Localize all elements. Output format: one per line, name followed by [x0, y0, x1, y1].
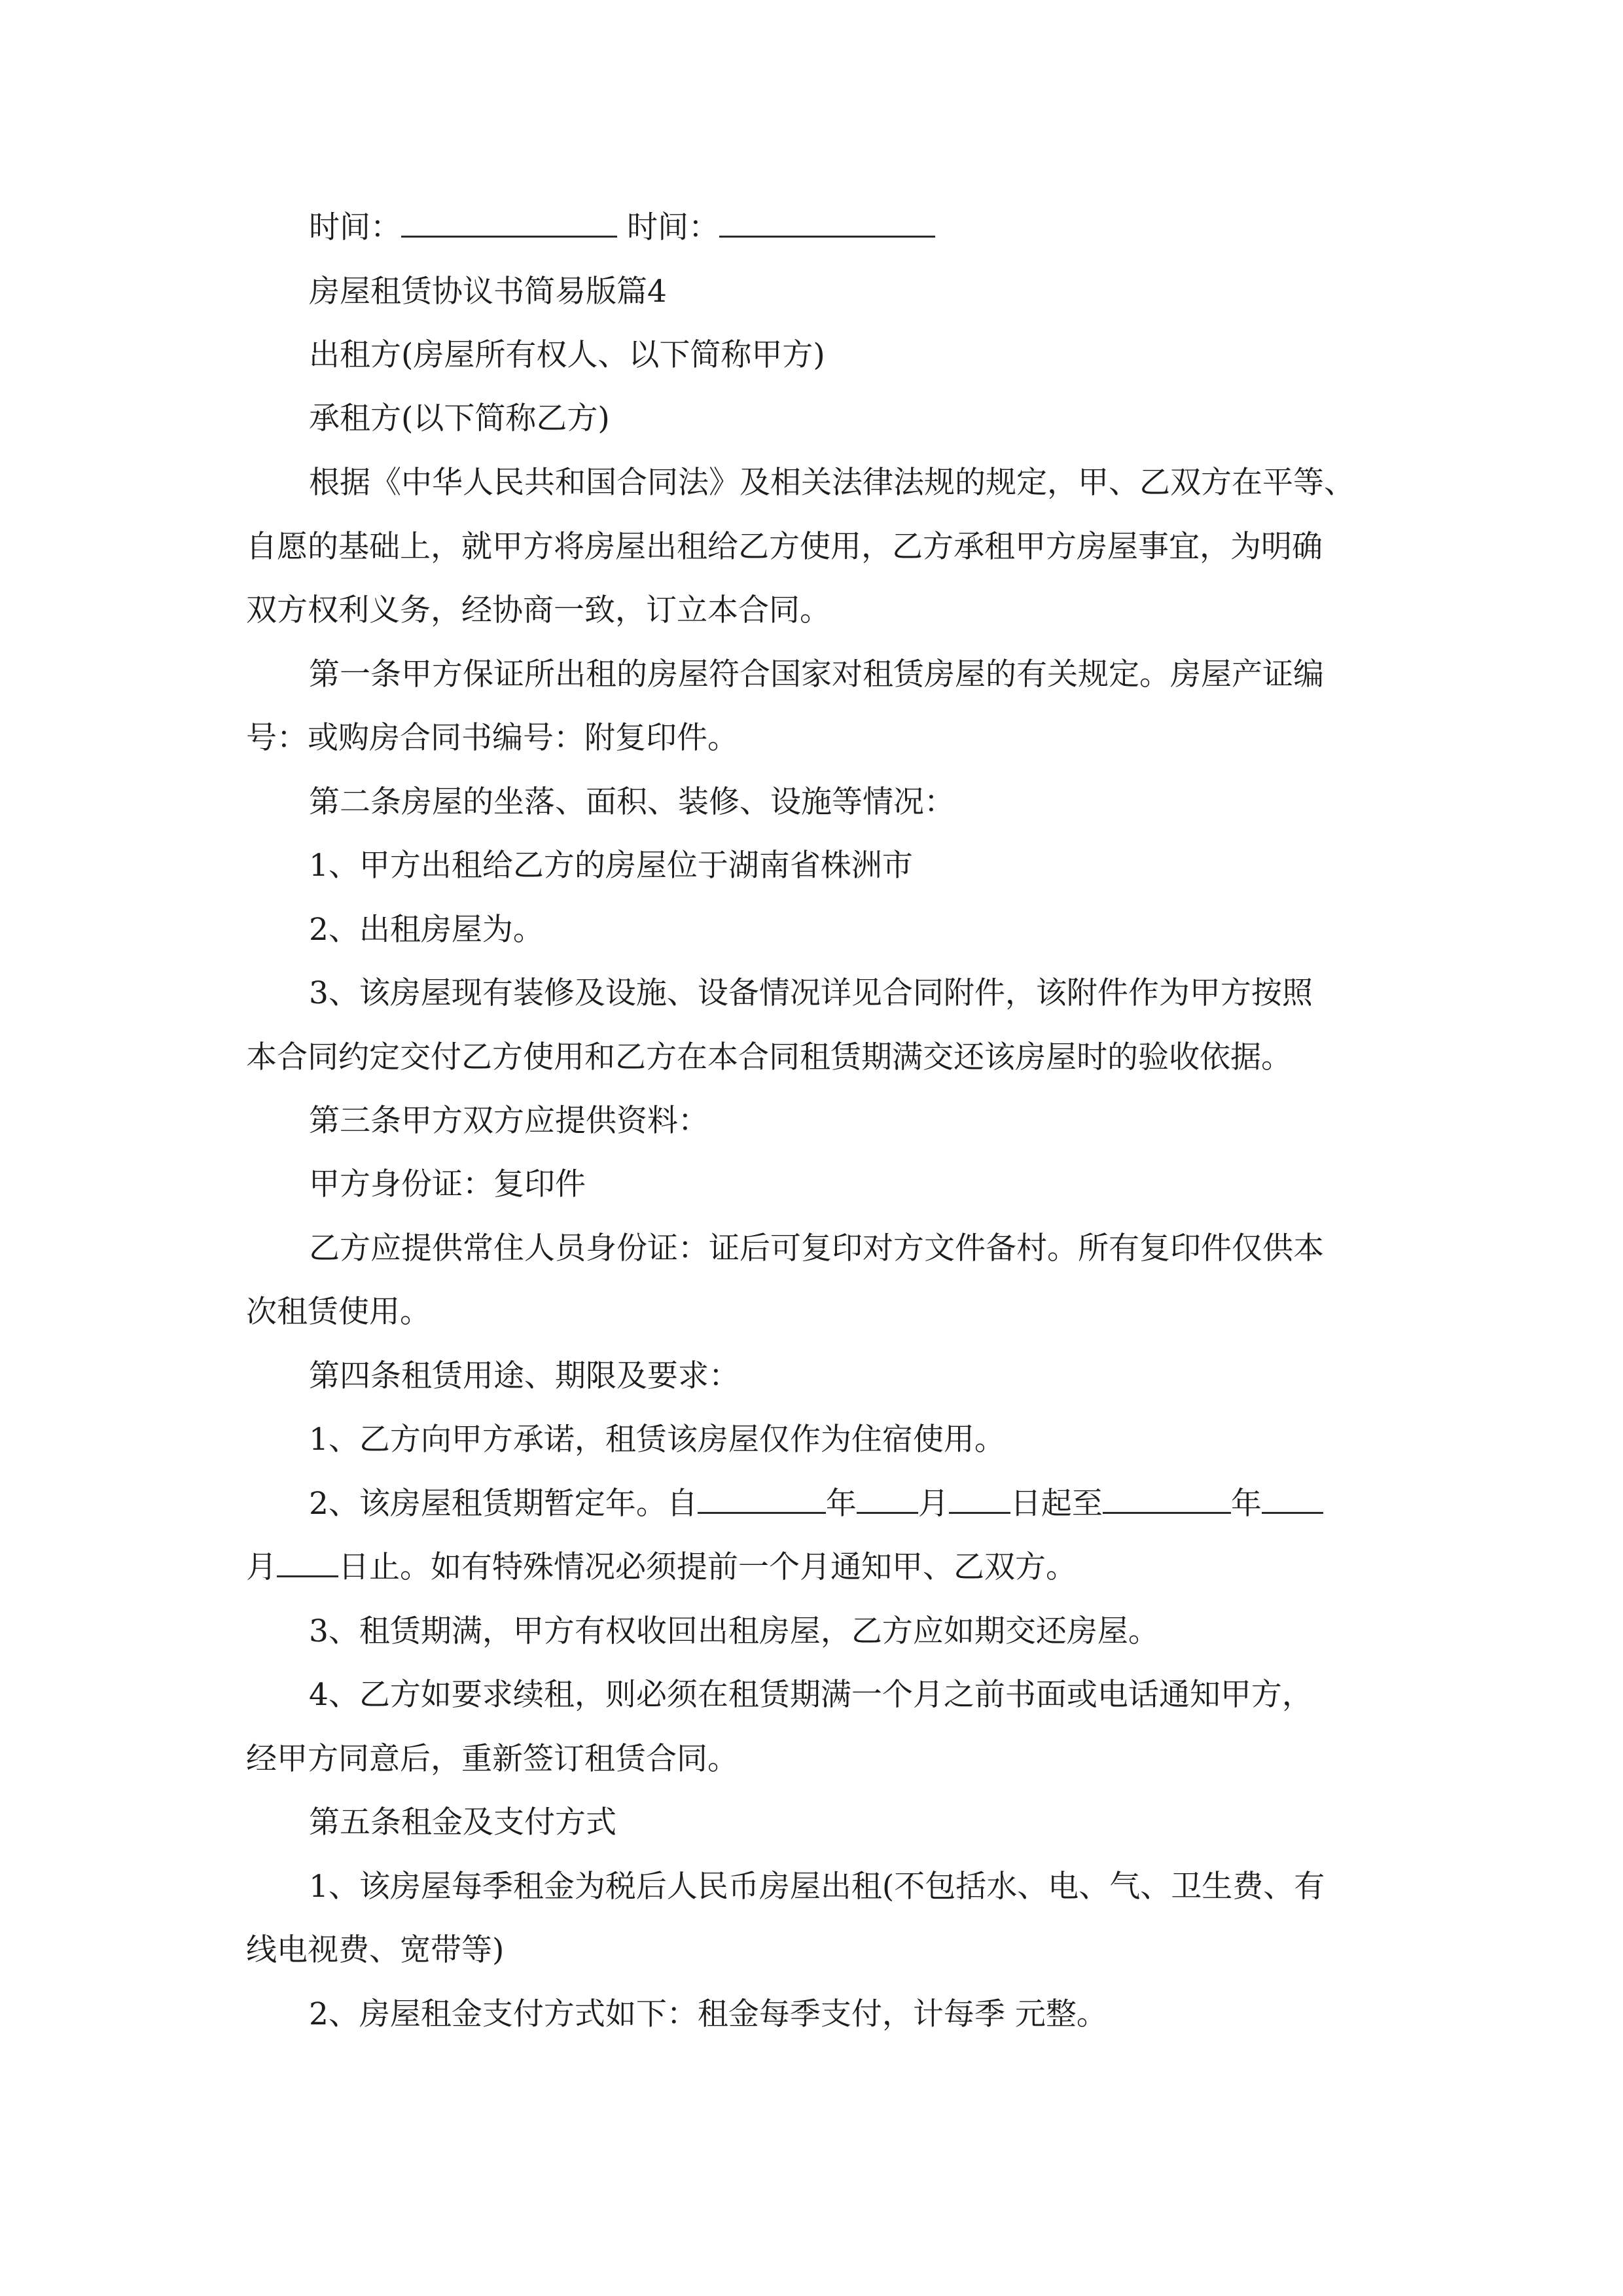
signature-time-row [309, 208, 935, 247]
time-blank-b [719, 208, 935, 238]
end-month-label: 月 [246, 1549, 277, 1585]
section-title: 房屋租赁协议书简易版篇4 [309, 274, 667, 310]
end-year-blank [1103, 1484, 1231, 1514]
start-year-label: 年 [825, 1486, 857, 1522]
article4-item2-rest: 日止。如有特殊情况必须提前一个月通知甲、乙双方。 [338, 1549, 1077, 1585]
time-label-a: 时间： [309, 209, 401, 245]
article2-item1: 1、甲方出租给乙方的房屋位于湖南省株洲市 [309, 848, 913, 884]
article3-item1: 甲方身份证：复印件 [309, 1166, 586, 1202]
article5-title: 第五条租金及支付方式 [309, 1804, 616, 1840]
article3-item2-line-1: 乙方应提供常住人员身份证：证后可复印对方文件备村。所有复印件仅供本 [309, 1230, 1324, 1266]
end-day-blank [277, 1548, 338, 1577]
start-day-label: 日起至 [1010, 1486, 1103, 1522]
article5-item1-line-1: 1、该房屋每季租金为税后人民币房屋出租(不包括水、电、气、卫生费、有 [309, 1869, 1325, 1905]
preamble-line-3: 双方权利义务，经协商一致，订立本合同。 [246, 592, 830, 628]
article3-title: 第三条甲方双方应提供资料： [309, 1103, 709, 1139]
preamble-line-1: 根据《中华人民共和国合同法》及相关法律法规的规定，甲、乙双方在平等、 [309, 465, 1355, 501]
article2-item3-line-2: 本合同约定交付乙方使用和乙方在本合同租赁期满交还该房屋时的验收依据。 [246, 1039, 1292, 1075]
start-month-label: 月 [918, 1486, 949, 1522]
article2-item3-line-1: 3、该房屋现有装修及设施、设备情况详见合同附件，该附件作为甲方按照 [309, 975, 1313, 1011]
start-year-blank [698, 1484, 826, 1514]
article5-item1-line-2: 线电视费、宽带等) [246, 1932, 505, 1968]
article1-line-2: 号：或购房合同书编号：附复印件。 [246, 720, 738, 756]
lessor-line: 出租方(房屋所有权人、以下简称甲方) [309, 337, 825, 373]
article4-title: 第四条租赁用途、期限及要求： [309, 1358, 740, 1394]
start-month-blank [857, 1484, 918, 1514]
article4-item4-line-2: 经甲方同意后，重新签订租赁合同。 [246, 1741, 738, 1777]
article1-line-1: 第一条甲方保证所出租的房屋符合国家对租赁房屋的有关规定。房屋产证编 [309, 656, 1324, 692]
article4-item2-line-1 [309, 1484, 1323, 1524]
article2-title: 第二条房屋的坐落、面积、装修、设施等情况： [309, 784, 955, 820]
lessee-line: 承租方(以下简称乙方) [309, 401, 610, 437]
article4-item2-prefix: 2、该房屋租赁期暂定年。自 [309, 1486, 698, 1522]
article4-item3: 3、租赁期满，甲方有权收回出租房屋，乙方应如期交还房屋。 [309, 1613, 1159, 1649]
preamble-line-2: 自愿的基础上，就甲方将房屋出租给乙方使用，乙方承租甲方房屋事宜，为明确 [246, 529, 1323, 565]
start-day-blank [949, 1484, 1010, 1514]
article2-item2: 2、出租房屋为。 [309, 912, 544, 948]
article4-item4-line-1: 4、乙方如要求续租，则必须在租赁期满一个月之前书面或电话通知甲方， [309, 1677, 1313, 1713]
time-blank-a [401, 208, 617, 238]
article4-item2-line-2 [246, 1548, 1077, 1587]
time-label-b: 时间： [626, 209, 719, 245]
end-month-blank-a [1262, 1484, 1323, 1514]
article4-item1: 1、乙方向甲方承诺，租赁该房屋仅作为住宿使用。 [309, 1422, 1005, 1458]
end-year-label: 年 [1230, 1486, 1262, 1522]
article5-item2: 2、房屋租金支付方式如下：租金每季支付，计每季 元整。 [309, 1996, 1107, 2032]
article3-item2-line-2: 次租赁使用。 [246, 1294, 431, 1330]
